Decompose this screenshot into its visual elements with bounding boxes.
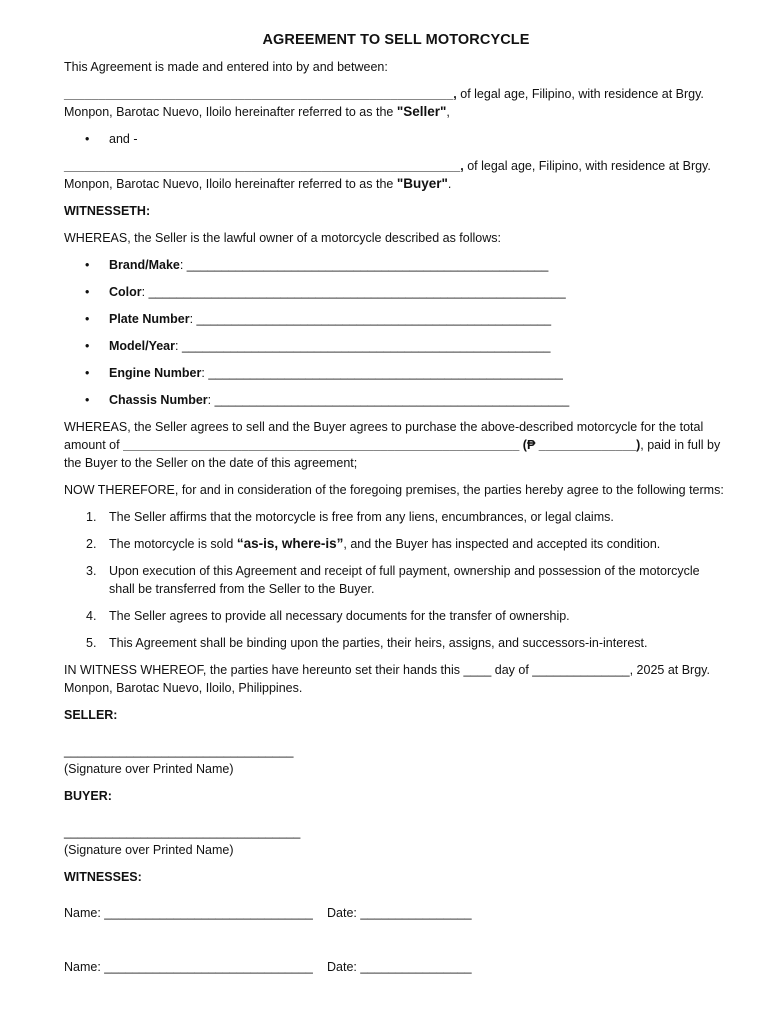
term-text: This Agreement shall be binding upon the parties, their heirs, assigns, and successors-in-interest. [109, 636, 648, 650]
witness-name-line: Name: ______________________________ [64, 960, 313, 974]
buyer-party-paragraph [64, 157, 728, 193]
detail-model-year [64, 337, 728, 355]
detail-blank: : ____________________________________________________ [179, 258, 549, 272]
witness-name-line: Name: ______________________________ [64, 906, 313, 920]
detail-label: Engine Number [109, 366, 202, 380]
witness-date-line: Date: ________________ [327, 906, 472, 920]
detail-label: Chassis Number [109, 393, 208, 407]
seller-party-paragraph [64, 85, 728, 121]
term-emphasis: “as-is, where-is” [236, 536, 344, 551]
buyer-party-end: . [447, 177, 452, 191]
seller-heading: SELLER: [64, 708, 118, 722]
amount-blank: _________________________________________________________ (₱ ______________) [123, 438, 641, 452]
seller-party-text: of legal age, Filipino, with residence at Brgy. Monpon, Barotac Nuevo, Iloilo hereinafter referred to as the [64, 87, 704, 119]
seller-signature-caption: (Signature over Printed Name) [64, 762, 234, 776]
buyer-label: "Buyer" [396, 176, 448, 191]
buyer-party-text: of legal age, Filipino, with residence at Brgy. Monpon, Barotac Nuevo, Iloilo hereinafter referred to as the [64, 159, 711, 191]
detail-blank: : _____________________________________________________ [175, 339, 551, 353]
detail-blank: : ___________________________________________________ [201, 366, 563, 380]
seller-name-blank: ________________________________________________________, [64, 87, 457, 101]
seller-label: "Seller" [396, 104, 447, 119]
term-item [64, 562, 728, 598]
detail-blank: : ____________________________________________________________ [141, 285, 566, 299]
detail-label: Plate Number [109, 312, 190, 326]
term-item [64, 607, 728, 625]
document-title: AGREEMENT TO SELL MOTORCYCLE [262, 32, 530, 48]
witnesseth-heading: WITNESSETH: [64, 204, 151, 218]
and-list [64, 130, 728, 148]
terms-list [64, 508, 728, 652]
buyer-signature-line: __________________________________ [64, 825, 301, 839]
term-number: 5. [86, 636, 97, 650]
detail-label: Color [109, 285, 142, 299]
term-text: The Seller affirms that the motorcycle is free from any liens, encumbrances, or legal claims. [109, 510, 614, 524]
term-item [64, 508, 728, 526]
in-witness-paragraph: IN WITNESS WHEREOF, the parties have hereunto set their hands this ____ day of ______________, 2025 at Brgy. Monpon, Barotac Nuevo, Iloilo, Philippines. [64, 663, 710, 695]
witness-spacer [64, 922, 728, 958]
witnesses-heading: WITNESSES: [64, 870, 142, 884]
detail-brand-make [64, 256, 728, 274]
buyer-heading: BUYER: [64, 789, 112, 803]
whereas-sale-paragraph [64, 418, 728, 472]
seller-party-end: , [446, 105, 450, 119]
whereas-sale-text: WHEREAS, the Seller agrees to sell and the Buyer agrees to purchase the above-described motorcycle for the total amount of [64, 420, 704, 452]
whereas-sale-end: , paid in full by the Buyer to the Seller on the date of this agreement; [64, 438, 721, 470]
witness-row [64, 958, 728, 976]
witness-date-line: Date: ________________ [327, 960, 472, 974]
term-number: 1. [86, 510, 97, 524]
term-number: 4. [86, 609, 97, 623]
witness-row [64, 904, 728, 922]
intro-paragraph: This Agreement is made and entered into by and between: [64, 60, 388, 74]
whereas-owner-paragraph: WHEREAS, the Seller is the lawful owner of a motorcycle described as follows: [64, 231, 501, 245]
term-text: The Seller agrees to provide all necessary documents for the transfer of ownership. [109, 609, 570, 623]
detail-color [64, 283, 728, 301]
detail-blank: : ___________________________________________________ [207, 393, 570, 407]
term-text: The motorcycle is sold [109, 537, 237, 551]
term-number: 2. [86, 537, 97, 551]
term-item [64, 634, 728, 652]
detail-label: Brand/Make [109, 258, 180, 272]
and-item: • and - [64, 130, 728, 148]
detail-blank: : ___________________________________________________ [189, 312, 552, 326]
detail-label: Model/Year [109, 339, 175, 353]
term-text: Upon execution of this Agreement and receipt of full payment, ownership and possession of the motorcycle shall be transferred from the Seller to the Buyer. [109, 564, 700, 596]
detail-chassis-number [64, 391, 728, 409]
motorcycle-details-list [64, 256, 728, 409]
detail-plate-number [64, 310, 728, 328]
term-text-end: , and the Buyer has inspected and accepted its condition. [343, 537, 661, 551]
seller-signature-line: _________________________________ [64, 744, 294, 758]
buyer-name-blank: _________________________________________________________, [64, 159, 464, 173]
term-number: 3. [86, 564, 97, 578]
term-item [64, 535, 728, 553]
now-therefore-paragraph: NOW THEREFORE, for and in consideration of the foregoing premises, the parties hereby agree to the following terms: [64, 483, 724, 497]
buyer-signature-caption: (Signature over Printed Name) [64, 843, 234, 857]
detail-engine-number [64, 364, 728, 382]
